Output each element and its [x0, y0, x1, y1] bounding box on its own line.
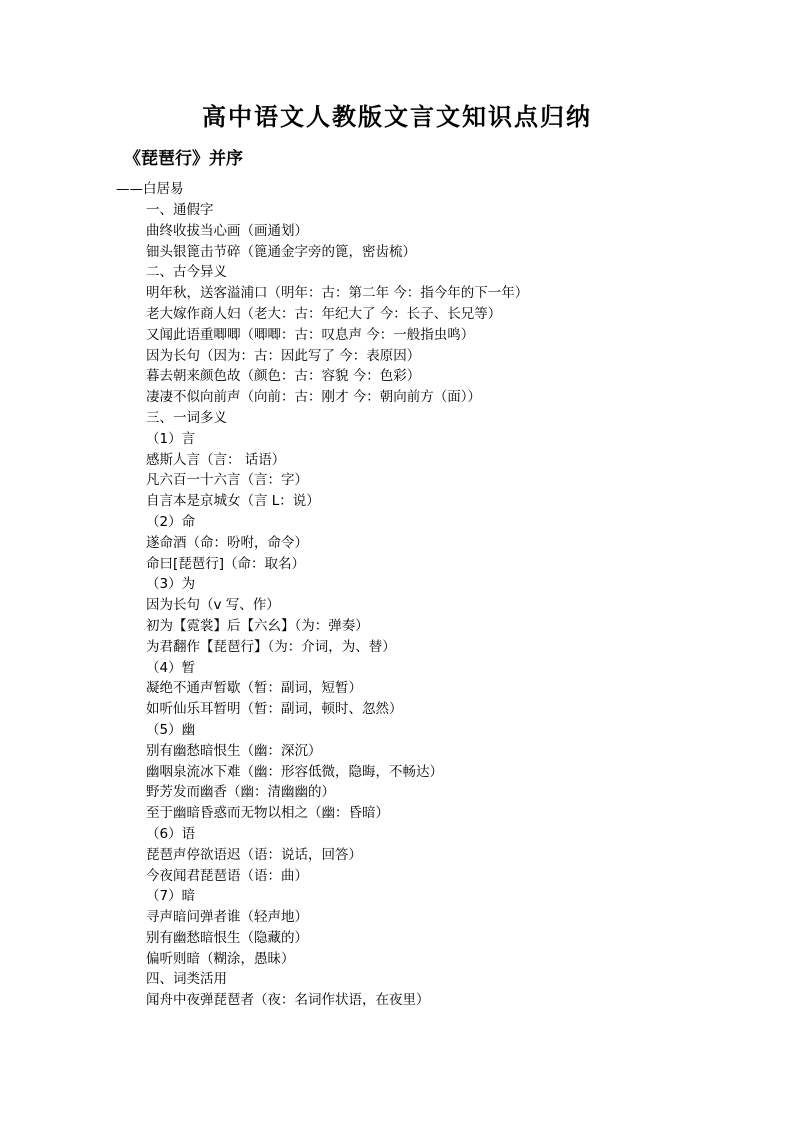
text-line: 老大嫁作商人妇（老大：古：年纪大了 今：长子、长兄等）: [146, 305, 502, 322]
text-line: （3）为: [146, 576, 196, 593]
text-line: 寻声暗问弹者谁（轻声地）: [146, 909, 308, 926]
text-line: 偏听则暗（糊涂，愚昧）: [146, 950, 295, 967]
text-line: 野芳发而幽香（幽：清幽幽的）: [146, 784, 335, 801]
text-line: 又闻此语重唧唧（唧唧：古：叹息声 今：一般指虫鸣）: [146, 326, 475, 343]
text-line: 命曰[琵琶行]（命：取名）: [146, 555, 306, 572]
section-title: 《琵琶行》并序: [124, 149, 243, 169]
text-line: 如听仙乐耳暂明（暂：副词，顿时、忽然）: [146, 701, 403, 718]
text-line: 凝绝不通声暂歇（暂：副词，短暂）: [146, 680, 362, 697]
content-lines: [146, 200, 746, 1011]
text-line: 今夜闻君琵琶语（语：曲）: [146, 867, 308, 884]
text-line: （6）语: [146, 825, 196, 842]
text-line: 琵琶声停欲语迟（语：说话，回答）: [146, 846, 362, 863]
text-line: 因为长句（v 写、作）: [146, 597, 280, 614]
text-line: 钿头银篦击节碎（篦通金字旁的篦，密齿梳）: [146, 243, 416, 260]
text-line: 感斯人言（言： 话语）: [146, 451, 286, 468]
text-line: （2）命: [146, 513, 196, 530]
text-line: 自言本是京城女（言 L：说）: [146, 493, 320, 510]
document-title: 高中语文人教版文言文知识点归纳: [202, 102, 592, 131]
text-line: 别有幽愁暗恨生（幽：深沉）: [146, 742, 322, 759]
text-line: 凄凄不似向前声（向前：古：刚才 今：朝向前方（面））: [146, 389, 482, 406]
text-line: 因为长句（因为：古：因此写了 今：表原因）: [146, 347, 421, 364]
text-line: 遂命酒（命：吩咐，命令）: [146, 534, 308, 551]
text-line: 别有幽愁暗恨生（隐藏的）: [146, 929, 308, 946]
text-line: 三、一词多义: [146, 409, 227, 426]
text-line: 曲终收拔当心画（画通划）: [146, 222, 308, 239]
text-line: 四、词类活用: [146, 971, 227, 988]
text-line: 至于幽暗昏惑而无物以相之（幽：昏暗）: [146, 805, 389, 822]
text-line: （4）暂: [146, 659, 196, 676]
text-line: 暮去朝来颜色故（颜色：古：容貌 今：色彩）: [146, 368, 421, 385]
author-line: ——白居易: [116, 181, 184, 197]
text-line: 明年秋，送客溢浦口（明年：古：第二年 今：指今年的下一年）: [146, 285, 529, 302]
text-line: 为君翻作【琵琶行】（为：介词，为、替）: [146, 638, 396, 655]
text-line: 初为【霓裳】后【六幺】（为：弹奏）: [146, 617, 369, 634]
text-line: （5）幽: [146, 721, 196, 738]
text-line: 二、古今异义: [146, 264, 227, 281]
text-line: （7）暗: [146, 888, 196, 905]
text-line: 幽咽泉流冰下难（幽：形容低微，隐晦，不畅达）: [146, 763, 443, 780]
text-line: 凡六百一十六言（言：字）: [146, 472, 308, 489]
text-line: （1）言: [146, 430, 196, 447]
text-line: 闻舟中夜弹琵琶者（夜：名词作状语，在夜里）: [146, 992, 430, 1009]
text-line: 一、通假字: [146, 202, 214, 218]
